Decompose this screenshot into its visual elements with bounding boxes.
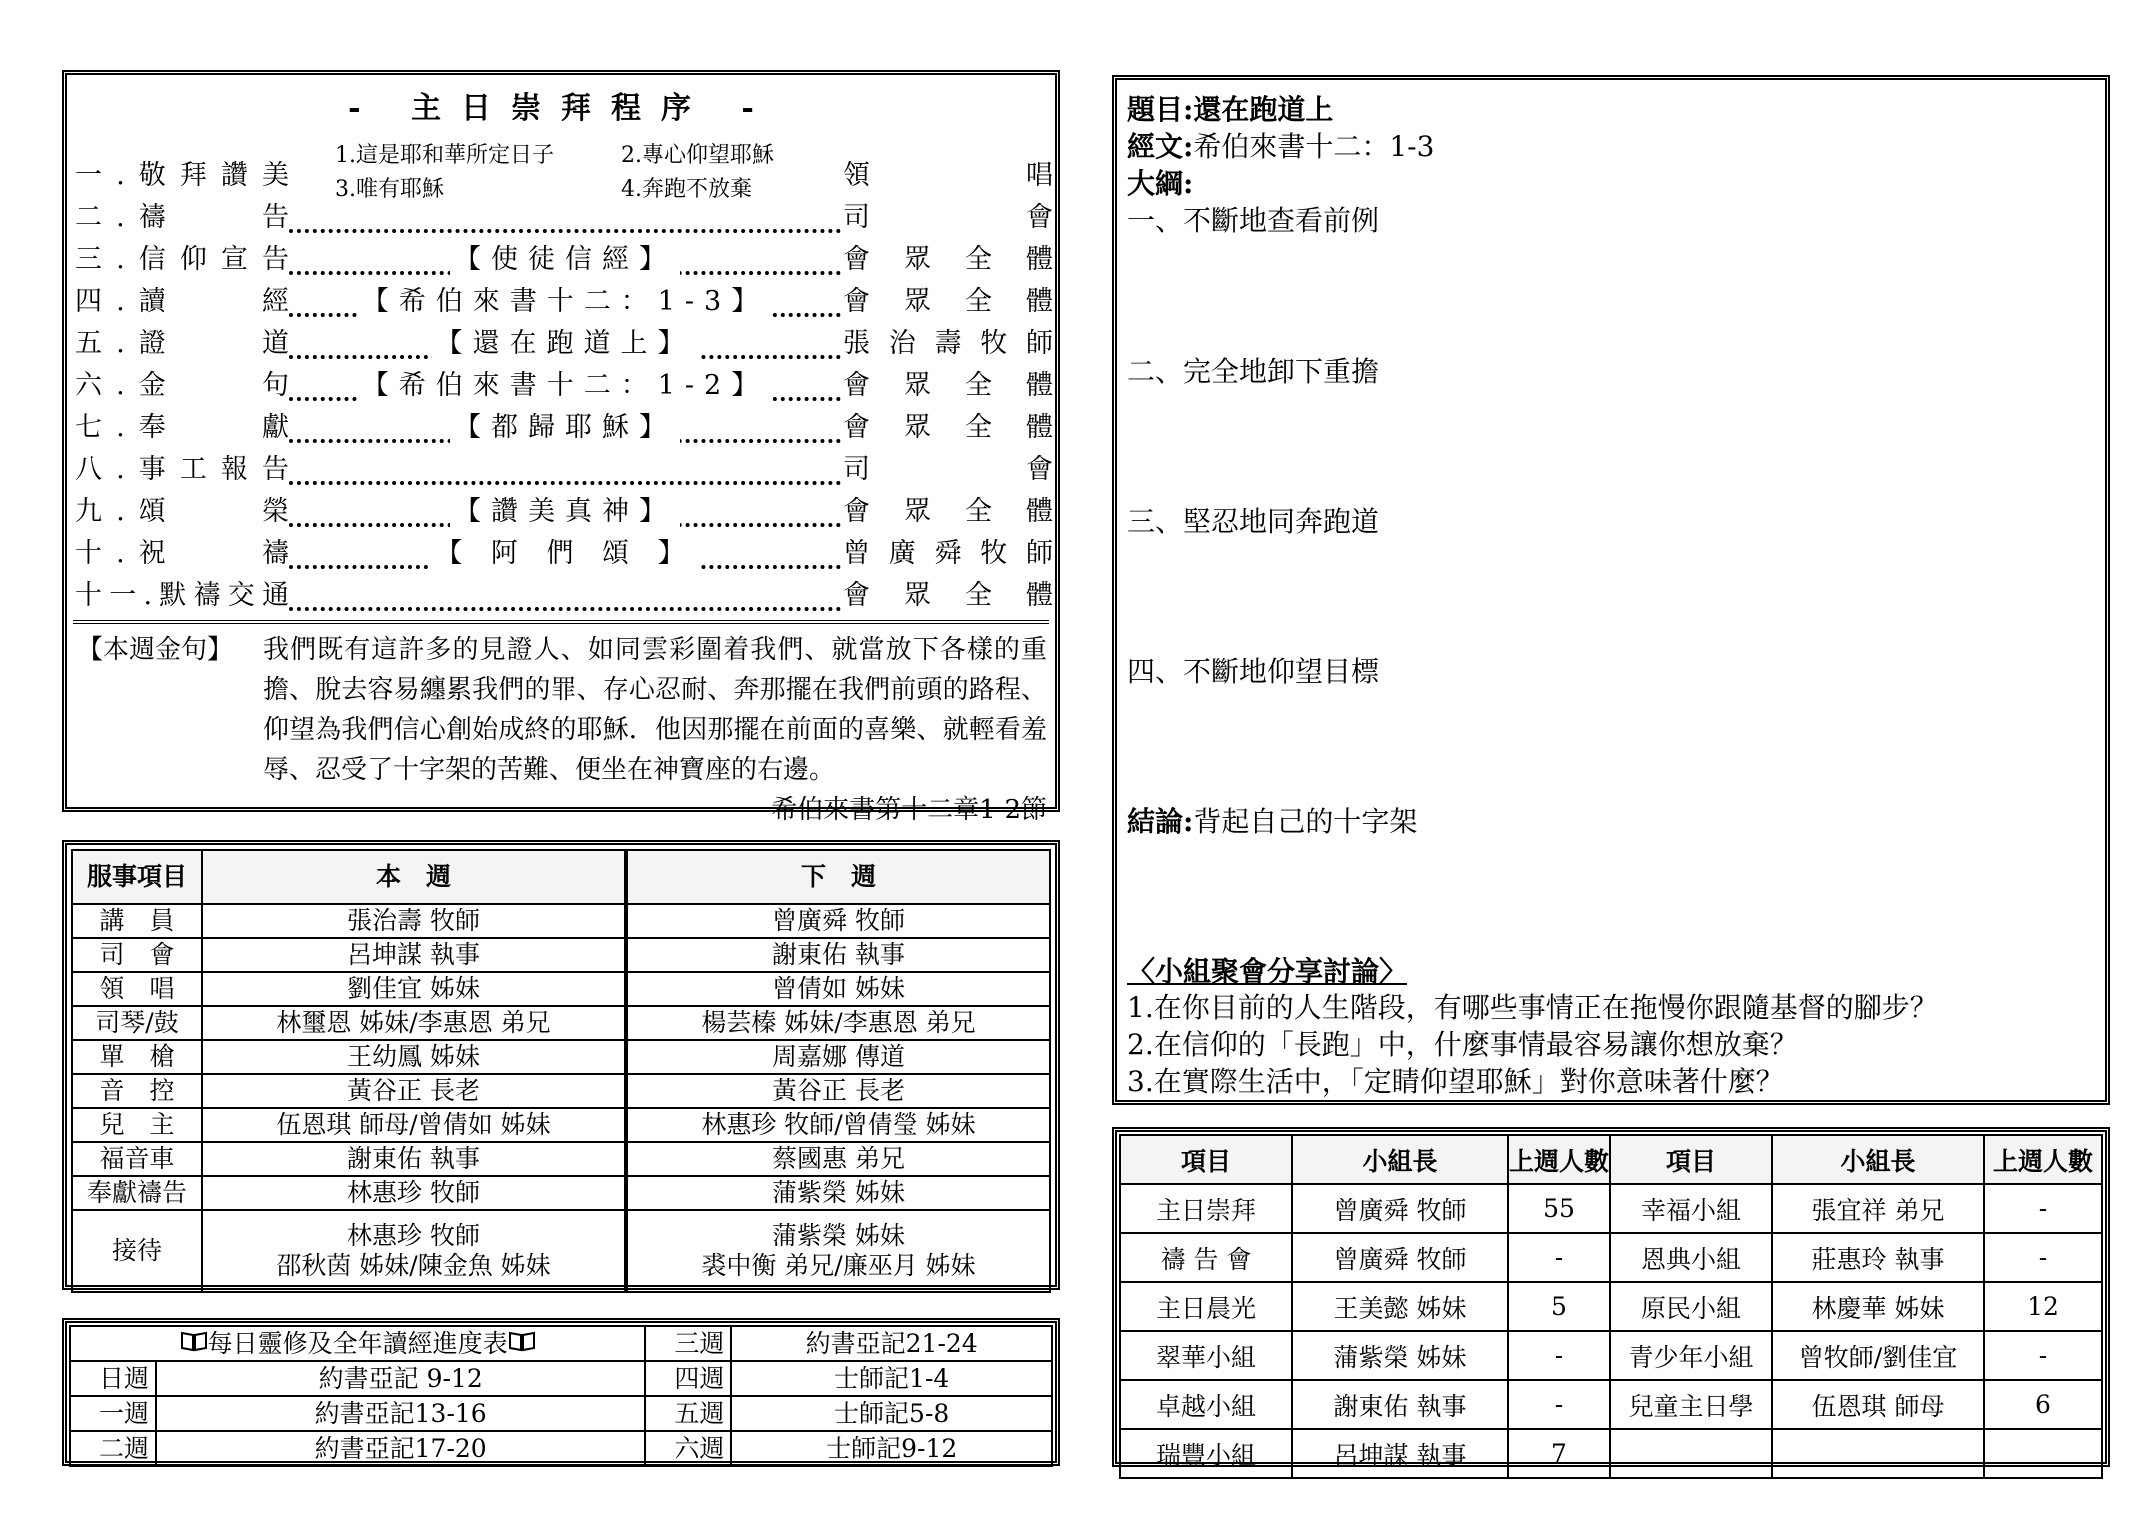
role-cell: 接待 <box>72 1210 202 1292</box>
program-item-name: 九.頌 榮 <box>75 496 289 527</box>
table-row <box>70 1326 1052 1361</box>
this-week-cell: 劉佳宜 姊妹 <box>202 972 626 1006</box>
book-icon <box>180 1329 208 1358</box>
day-label: 週 <box>123 1433 149 1463</box>
column-header: 上週人數 <box>1508 1135 1610 1184</box>
hymn-1: 1.這是耶和華所定日子 <box>335 143 554 168</box>
group-leader: 林慶華 姊妹 <box>1772 1282 1984 1331</box>
table-row <box>70 1431 1052 1466</box>
reading-cell: 約書亞記13-16 <box>156 1396 645 1431</box>
program-item-name: 十一.默禱交通 <box>75 580 289 611</box>
name-line: 林惠珍 牧師 <box>347 1221 480 1250</box>
leader-dots <box>289 585 841 611</box>
program-item-name: 三.信仰宣告 <box>75 244 289 275</box>
day-label: 四 <box>674 1363 700 1393</box>
program-item <box>75 575 1053 617</box>
program-item-name: 六.金 句 <box>75 370 289 401</box>
program-item <box>75 407 1053 449</box>
column-header: 項目 <box>1610 1135 1772 1184</box>
scripture-value: 希伯來書十二：1-3 <box>1193 130 1435 163</box>
attendance: - <box>1984 1233 2102 1282</box>
table-row <box>1120 1380 2102 1429</box>
this-week-cell: 王幼鳳 姊妹 <box>202 1040 626 1074</box>
scripture-label: 經文: <box>1127 130 1194 163</box>
day-cell <box>70 1396 156 1431</box>
group-name: 恩典小組 <box>1610 1233 1772 1282</box>
this-week-cell: 林惠珍 牧師 <box>202 1176 626 1210</box>
program-item-name: 七.奉 獻 <box>75 412 289 443</box>
program-item-content: 【 阿 們 頌 】 <box>431 538 698 569</box>
program-item <box>75 323 1053 365</box>
group-leader: 曾廣舜 牧師 <box>1292 1184 1508 1233</box>
program-item-by: 領 唱 <box>843 160 1053 191</box>
outline-label: 大綱: <box>1127 167 1194 200</box>
table-row <box>1120 1282 2102 1331</box>
day-cell <box>645 1431 731 1466</box>
worship-program-box <box>62 70 1060 825</box>
this-week-cell: 黃谷正 長老 <box>202 1074 626 1108</box>
group-name: 主日崇拜 <box>1120 1184 1292 1233</box>
day-label: 週 <box>699 1363 725 1393</box>
group-leader: 曾牧師/劉佳宜 <box>1772 1331 1984 1380</box>
next-week-cell: 謝東佑 執事 <box>626 938 1050 972</box>
attendance: - <box>1508 1233 1610 1282</box>
attendance: 7 <box>1508 1429 1610 1478</box>
worship-title: - 主日崇拜程序 - <box>348 91 774 126</box>
reading-cell: 約書亞記 9-12 <box>156 1361 645 1396</box>
next-week-cell: 周嘉娜 傳道 <box>626 1040 1050 1074</box>
table-row <box>72 904 1050 938</box>
group-leader: 王美懿 姊妹 <box>1292 1282 1508 1331</box>
service-roster-box <box>62 840 1060 1290</box>
program-item-by: 會眾全體 <box>843 496 1053 527</box>
memory-verse-ref: 希伯來書第十二章1-2節 <box>771 795 1047 825</box>
discussion-question: 1.在你目前的人生階段，有哪些事情正在拖慢你跟隨基督的腳步？ <box>1127 991 1938 1024</box>
program-item-content: 【還在跑道上】 <box>432 328 699 359</box>
day-label: 週 <box>699 1398 725 1428</box>
name-line: 裘中衡 弟兄/廉巫月 姊妹 <box>701 1251 976 1280</box>
program-item <box>75 155 1053 197</box>
table-row <box>1120 1429 2102 1478</box>
group-name: 禱 告 會 <box>1120 1233 1292 1282</box>
column-header: 上週人數 <box>1984 1135 2102 1184</box>
program-item <box>75 491 1053 533</box>
column-header: 小組長 <box>1772 1135 1984 1184</box>
role-cell: 單 槍 <box>72 1040 202 1074</box>
role-cell: 福音車 <box>72 1142 202 1176</box>
table-row <box>72 1176 1050 1210</box>
day-label: 日 <box>98 1363 124 1393</box>
next-week-cell: 蒲紫榮 姊妹 <box>626 1176 1050 1210</box>
day-label: 二 <box>98 1433 124 1463</box>
discussion-question: 2.在信仰的「長跑」中，什麼事情最容易讓你想放棄？ <box>1127 1028 1798 1061</box>
program-item-name: 二.禱 告 <box>75 202 289 233</box>
sermon-conclusion <box>1127 800 1417 840</box>
attendance: - <box>1984 1331 2102 1380</box>
sermon-topic <box>1127 88 1333 128</box>
sermon-notes-box <box>1112 75 2110 1105</box>
day-label: 週 <box>123 1363 149 1393</box>
sermon-scripture <box>1127 125 1434 165</box>
attendance: 12 <box>1984 1282 2102 1331</box>
attendance: - <box>1984 1184 2102 1233</box>
group-name <box>1610 1429 1772 1478</box>
attendance: - <box>1508 1380 1610 1429</box>
attendance: 55 <box>1508 1184 1610 1233</box>
discussion-question: 3.在實際生活中，「定睛仰望耶穌」對你意味著什麼？ <box>1127 1065 1784 1098</box>
program-item-content: 【都歸耶穌】 <box>450 412 680 443</box>
program-item-content: 【希伯來書十二：1-3】 <box>358 286 772 317</box>
day-cell <box>645 1361 731 1396</box>
next-week-cell: 蔡國惠 弟兄 <box>626 1142 1050 1176</box>
topic-value: 還在跑道上 <box>1193 93 1334 126</box>
program-item <box>75 449 1053 491</box>
group-leader: 謝東佑 執事 <box>1292 1380 1508 1429</box>
next-week-cell: 楊芸榛 姊妹/李惠恩 弟兄 <box>626 1006 1050 1040</box>
column-header: 服事項目 <box>72 850 202 904</box>
next-week-cell: 黃谷正 長老 <box>626 1074 1050 1108</box>
day-label: 三 <box>674 1328 700 1358</box>
outline-point: 二、完全地卸下重擔 <box>1127 355 1380 388</box>
table-row <box>72 1108 1050 1142</box>
group-leader: 張宜祥 弟兄 <box>1772 1184 1984 1233</box>
outline-point: 三、堅忍地同奔跑道 <box>1127 505 1380 538</box>
day-label: 一 <box>98 1398 124 1428</box>
name-line: 邵秋茵 姊妹/陳金魚 姊妹 <box>276 1251 551 1280</box>
leader-dots <box>289 207 841 233</box>
column-header: 小組長 <box>1292 1135 1508 1184</box>
conclusion-value: 背起自己的十字架 <box>1193 805 1418 838</box>
column-header: 本 週 <box>202 850 626 904</box>
table-row <box>1120 1331 2102 1380</box>
program-item-by: 張治壽牧師 <box>843 328 1053 359</box>
reading-cell: 約書亞記17-20 <box>156 1431 645 1466</box>
table-header-row <box>72 850 1050 904</box>
column-header: 下 週 <box>626 850 1050 904</box>
group-name: 幸福小組 <box>1610 1184 1772 1233</box>
plan-title: 每日靈修及全年讀經進度表 <box>207 1328 508 1358</box>
role-cell: 兒 主 <box>72 1108 202 1142</box>
reading-cell: 士師記1-4 <box>731 1361 1052 1396</box>
table-row <box>72 972 1050 1006</box>
day-label: 週 <box>123 1398 149 1428</box>
this-week-cell: 謝東佑 執事 <box>202 1142 626 1176</box>
program-item-name: 五.證 道 <box>75 328 289 359</box>
memory-verse-label: 【本週金句】 <box>77 635 234 665</box>
program-item-name: 八.事工報告 <box>75 454 289 485</box>
program-item-by: 會眾全體 <box>843 244 1053 275</box>
program-item-by: 會眾全體 <box>843 580 1053 611</box>
group-leader: 伍恩琪 師母 <box>1772 1380 1984 1429</box>
day-label: 五 <box>674 1398 700 1428</box>
next-week-cell: 林惠珍 牧師/曾倩瑩 姊妹 <box>626 1108 1050 1142</box>
name-line: 蒲紫榮 姊妹 <box>772 1221 905 1250</box>
program-item-by: 會眾全體 <box>843 370 1053 401</box>
group-leader: 蒲紫榮 姊妹 <box>1292 1331 1508 1380</box>
this-week-cell: 呂坤謀 執事 <box>202 938 626 972</box>
reading-cell: 約書亞記21-24 <box>731 1326 1052 1361</box>
program-item-content: 【使徒信經】 <box>450 244 680 275</box>
attendance: - <box>1508 1331 1610 1380</box>
this-week-cell <box>202 1210 626 1292</box>
next-week-cell: 曾倩如 姊妹 <box>626 972 1050 1006</box>
role-cell: 領 唱 <box>72 972 202 1006</box>
hymn-3: 3.唯有耶穌 <box>335 177 444 202</box>
day-label: 週 <box>699 1328 725 1358</box>
role-cell: 奉獻禱告 <box>72 1176 202 1210</box>
topic-label: 題目: <box>1127 93 1194 126</box>
outline-point: 一、不斷地查看前例 <box>1127 204 1380 237</box>
program-item-by: 會眾全體 <box>843 286 1053 317</box>
this-week-cell: 林璽恩 姊妹/李惠恩 弟兄 <box>202 1006 626 1040</box>
program-item-by: 曾廣舜牧師 <box>843 538 1053 569</box>
next-week-cell: 曾廣舜 牧師 <box>626 904 1050 938</box>
group-leader: 曾廣舜 牧師 <box>1292 1233 1508 1282</box>
group-leader <box>1772 1429 1984 1478</box>
bible-reading-plan-table <box>69 1325 1053 1467</box>
outline-point: 四、不斷地仰望目標 <box>1127 655 1380 688</box>
table-row <box>72 1040 1050 1074</box>
program-item-by: 會眾全體 <box>843 412 1053 443</box>
role-cell: 講 員 <box>72 904 202 938</box>
group-name: 翠華小組 <box>1120 1331 1292 1380</box>
conclusion-label: 結論: <box>1127 805 1194 838</box>
attendance: 6 <box>1984 1380 2102 1429</box>
table-header-row <box>1120 1135 2102 1184</box>
role-cell: 司琴/鼓 <box>72 1006 202 1040</box>
group-name: 瑞豐小組 <box>1120 1429 1292 1478</box>
column-header: 項目 <box>1120 1135 1292 1184</box>
program-item <box>75 533 1053 575</box>
discussion-title: 〈小組聚會分享討論〉 <box>1127 955 1408 988</box>
group-name: 原民小組 <box>1610 1282 1772 1331</box>
day-cell <box>645 1326 731 1361</box>
memory-verse-text: 我們既有這許多的見證人、如同雲彩圍着我們、就當放下各樣的重擔、脫去容易纏累我們的罪、存心忍耐、奔那擺在我們前頭的路程、仰望為我們信心創始成終的耶穌．他因那擺在前面的喜樂、就輕看羞辱、忍受了十字架的苦難、便坐在神寶座的右邊。 <box>263 635 1047 785</box>
program-item <box>75 365 1053 407</box>
program-item-by: 司 會 <box>843 202 1053 233</box>
small-groups-table <box>1119 1134 2103 1479</box>
program-item-name: 一.敬拜讚美 <box>75 160 289 191</box>
reading-cell: 士師記5-8 <box>731 1396 1052 1431</box>
program-item-by: 司 會 <box>843 454 1053 485</box>
role-cell: 司 會 <box>72 938 202 972</box>
group-name: 兒童主日學 <box>1610 1380 1772 1429</box>
program-item-content: 【讚美真神】 <box>450 496 680 527</box>
bible-reading-plan-box <box>62 1318 1060 1466</box>
next-week-cell <box>626 1210 1050 1292</box>
program-item-name: 十.祝 禱 <box>75 538 289 569</box>
leader-dots <box>289 459 841 485</box>
group-leader: 呂坤謀 執事 <box>1292 1429 1508 1478</box>
day-label: 週 <box>699 1433 725 1463</box>
group-name: 主日晨光 <box>1120 1282 1292 1331</box>
hymn-4: 4.奔跑不放棄 <box>621 177 752 202</box>
group-name: 青少年小組 <box>1610 1331 1772 1380</box>
divider <box>73 620 1049 624</box>
group-name: 卓越小組 <box>1120 1380 1292 1429</box>
this-week-cell: 張治壽 牧師 <box>202 904 626 938</box>
program-item <box>75 197 1053 239</box>
reading-cell: 士師記9-12 <box>731 1431 1052 1466</box>
day-cell <box>70 1431 156 1466</box>
table-row <box>72 1210 1050 1292</box>
group-leader: 莊惠玲 執事 <box>1772 1233 1984 1282</box>
day-cell <box>70 1361 156 1396</box>
role-cell: 音 控 <box>72 1074 202 1108</box>
program-item-name: 四.讀 經 <box>75 286 289 317</box>
program-item <box>75 239 1053 281</box>
table-row <box>72 1074 1050 1108</box>
book-icon <box>508 1329 536 1358</box>
program-item <box>75 281 1053 323</box>
table-row <box>72 1006 1050 1040</box>
small-groups-box <box>1112 1127 2110 1470</box>
attendance <box>1984 1429 2102 1478</box>
program-item-content: 【希伯來書十二：1-2】 <box>358 370 772 401</box>
table-row <box>72 1142 1050 1176</box>
day-cell <box>645 1396 731 1431</box>
day-label: 六 <box>674 1433 700 1463</box>
attendance: 5 <box>1508 1282 1610 1331</box>
table-row <box>70 1361 1052 1396</box>
table-row <box>1120 1233 2102 1282</box>
table-row <box>70 1396 1052 1431</box>
table-row <box>72 938 1050 972</box>
plan-title-cell <box>70 1326 645 1361</box>
service-roster-table <box>71 849 1051 1293</box>
this-week-cell: 伍恩琪 師母/曾倩如 姊妹 <box>202 1108 626 1142</box>
table-row <box>1120 1184 2102 1233</box>
hymn-2: 2.專心仰望耶穌 <box>621 143 774 168</box>
